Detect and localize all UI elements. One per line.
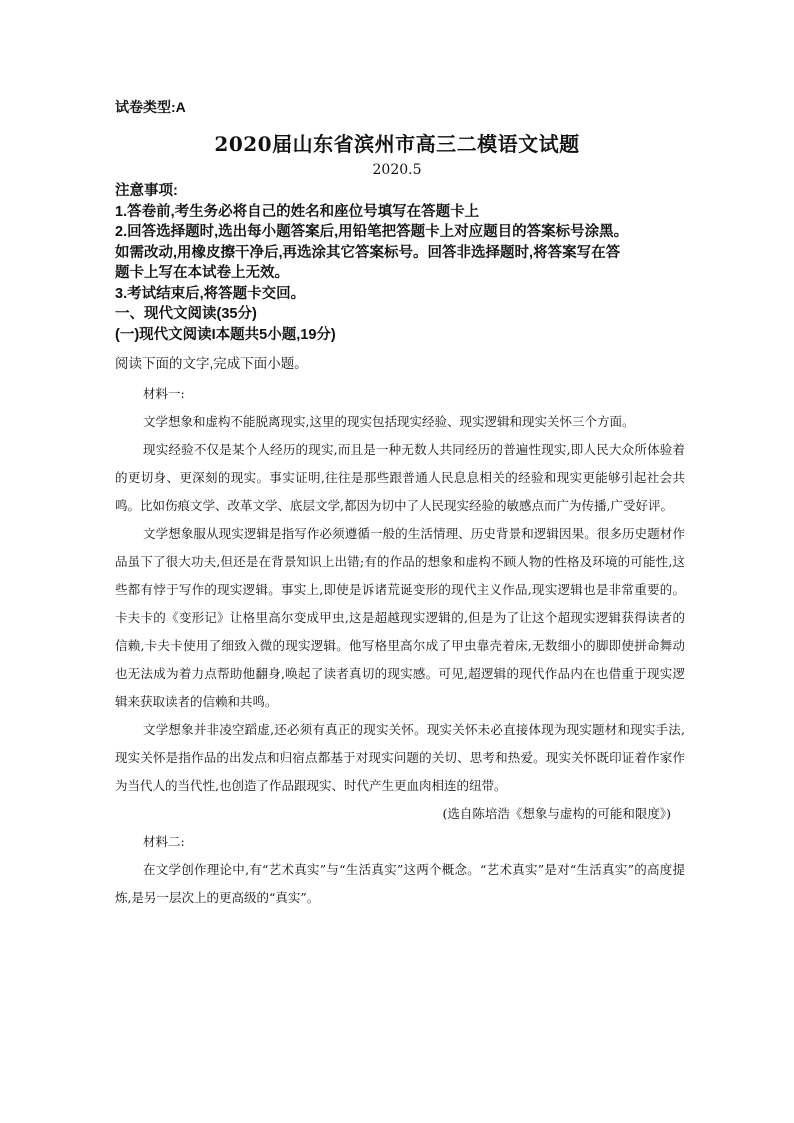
page-title: 2020届山东省滨州市高三二模语文试题 [214, 132, 580, 156]
notice-line: 2.回答选择题时,选出每小题答案后,用铅笔把答题卡上对应题目的答案标号涂黑。 [115, 224, 629, 240]
notice-line: 题卡上写在本试卷上无效。 [115, 265, 289, 281]
paper-type: 试卷类型:A [115, 99, 186, 115]
material-label: 材料一: [143, 386, 185, 401]
section-heading: 一、现代文阅读(35分) [115, 306, 257, 322]
reading-instruction: 阅读下面的文字,完成下面小题。 [115, 356, 308, 371]
material-label: 材料二: [143, 834, 185, 849]
notice-line: 如需改动,用橡皮擦干净后,再选涂其它答案标号。回答非选择题时,将答案写在答 [115, 244, 621, 261]
notice-heading: 注意事项: [115, 183, 178, 199]
exam-date: 2020.5 [372, 162, 422, 178]
notice-block [115, 181, 685, 345]
paragraph: 文学想象服从现实逻辑是指写作必须遵循一般的生活情理、历史背景和逻辑因果。很多历史题材作品虽下了很大功夫,但还是在背景知识上出错;有的作品的想象和虚构不顾人物的性格及环境的可能性,这些都有悖于写作的现实逻辑。事实上,即使是诉诸荒诞变形的现代主义作品,现实逻辑也是非常重要的。卡夫卡的《变形记》让格里高尔变成甲虫,这是超越现实逻辑的,但是为了让这个超现实逻辑获得读者的信赖,卡夫卡使用了细致入微的现实逻辑。他写格里高尔成了甲虫靠壳着床,无数细小的脚即使拼命舞动也无法成为着力点帮助他翻身,唤起了读者真切的现实感。可见,超逻辑的现代作品内在也借重于现实逻辑来获取读者的信赖和共鸣。 [115, 526, 685, 709]
notice-line: 1.答卷前,考生务必将自己的姓名和座位号填写在答题卡上 [115, 203, 480, 220]
source-citation: (选自陈培浩《想象与虚构的可能和限度》) [442, 806, 671, 821]
subsection-heading: (一)现代文阅读I本题共5小题,19分) [115, 326, 336, 343]
paragraph: 文学想象和虚构不能脱离现实,这里的现实包括现实经验、现实逻辑和现实关怀三个方面。 [143, 414, 635, 429]
notice-line: 3.考试结束后,将答题卡交回。 [115, 285, 306, 302]
paragraph: 现实经验不仅是某个人经历的现实,而且是一种无数人共同经历的普遍性现实,即人民大众所体验着的更切身、更深刻的现实。事实证明,往往是那些跟普通人民息息相关的经验和现实更能够引起社会共鸣。比如伤痕文学、改革文学、底层文学,都因为切中了人民现实经验的敏感点而广为传播,广受好评。 [115, 442, 685, 513]
paragraph: 文学想象并非凌空蹈虚,还必须有真正的现实关怀。现实关怀未必直接体现为现实题材和现实手法,现实关怀是指作品的出发点和归宿点都基于对现实问题的关切、思考和热爱。现实关怀既印证着作家作为当代人的当代性,也创造了作品跟现实、时代产生更血肉相连的纽带。 [115, 722, 685, 793]
paragraph: 在文学创作理论中,有“艺术真实”与“生活真实”这两个概念。“艺术真实”是对“生活真实”的高度提炼,是另一层次上的更高级的“真实”。 [115, 862, 685, 905]
reading-passage [115, 380, 685, 912]
